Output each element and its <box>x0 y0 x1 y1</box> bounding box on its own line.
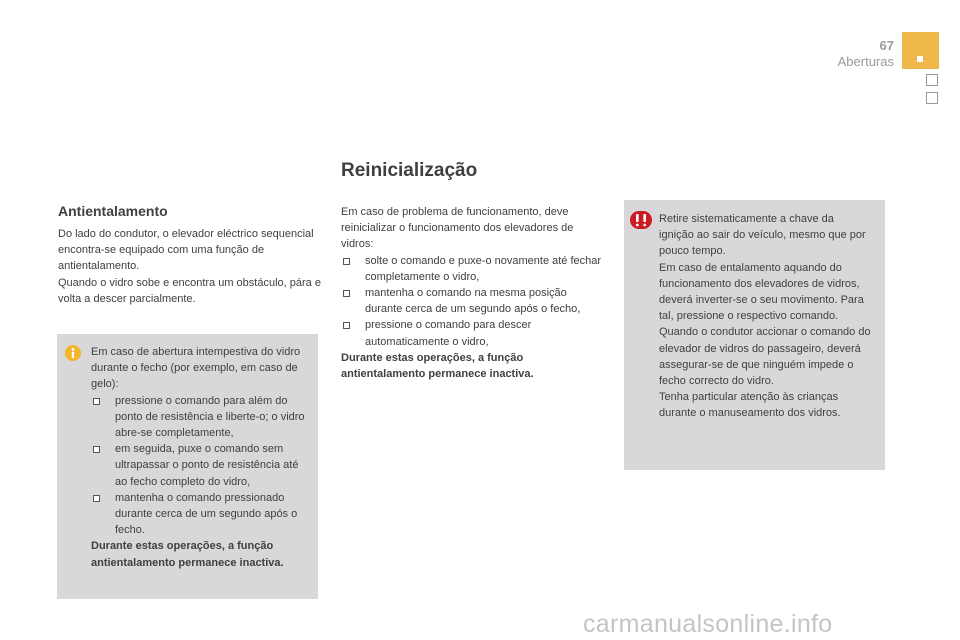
reset-note: Durante estas operações, a função antientalamento permanece inactiva. <box>341 351 534 381</box>
chapter-tab-box <box>926 92 938 104</box>
reset-title: Reinicialização <box>341 160 478 181</box>
watermark: carmanualsonline.info <box>583 610 833 638</box>
page-number: 67 <box>879 38 894 53</box>
reset-intro: Em caso de problema de funcionamento, deve reinicializar o funcionamento dos elevadores de vidros: <box>341 206 574 251</box>
reset-steps-list <box>341 253 603 350</box>
info-icon <box>65 345 81 361</box>
info-intro: Em caso de abertura intempestiva do vidro durante o fecho (por exemplo, em caso de gelo): <box>91 346 301 391</box>
warning-text <box>659 211 871 422</box>
chapter-tab <box>902 32 939 69</box>
info-step: pressione o comando para além do ponto de resistência e liberte-o; o vidro abre-se completamente, <box>91 393 313 442</box>
info-text <box>91 344 313 571</box>
reset-step: pressione o comando para descer automaticamente o vidro, <box>341 317 603 349</box>
warning-paragraph: Quando o condutor accionar o comando do elevador de vidros do passageiro, deverá assegurar-se de que ninguém impede o fecho correcto do vidro. <box>659 326 871 388</box>
chapter-tab-box <box>926 74 938 86</box>
section-label: Aberturas <box>837 54 894 69</box>
warning-icon <box>630 211 652 229</box>
warning-paragraph: Tenha particular atenção às crianças durante o manuseamento dos vidros. <box>659 391 841 420</box>
info-note: Durante estas operações, a função antientalamento permanece inactiva. <box>91 540 284 569</box>
antipinch-paragraph: Do lado do condutor, o elevador eléctrico sequencial encontra-se equipado com uma função de antientalamento. <box>58 228 314 273</box>
reset-step: solte o comando e puxe-o novamente até fechar completamente o vidro, <box>341 253 603 285</box>
chapter-tab-marker <box>917 56 923 62</box>
info-step: em seguida, puxe o comando sem ultrapassar o ponto de resistência até ao fecho completo do vidro, <box>91 441 313 490</box>
info-step: mantenha o comando pressionado durante cerca de um segundo após o fecho. <box>91 490 313 539</box>
info-steps-list <box>91 393 313 539</box>
antipinch-paragraph: Quando o vidro sobe e encontra um obstáculo, pára e volta a descer parcialmente. <box>58 276 321 305</box>
reset-step: mantenha o comando na mesma posição durante cerca de um segundo após o fecho, <box>341 285 603 317</box>
reset-body <box>341 204 603 382</box>
warning-paragraph: Em caso de entalamento aquando do funcionamento dos elevadores de vidros, deverá inverter-se o seu movimento. Para tal, pressione o respectivo comando. <box>659 261 864 323</box>
antipinch-body <box>58 226 322 307</box>
antipinch-title: Antientalamento <box>58 203 168 219</box>
warning-paragraph: Retire sistematicamente a chave da ignição ao sair do veículo, mesmo que por pouco tempo. <box>659 213 866 258</box>
